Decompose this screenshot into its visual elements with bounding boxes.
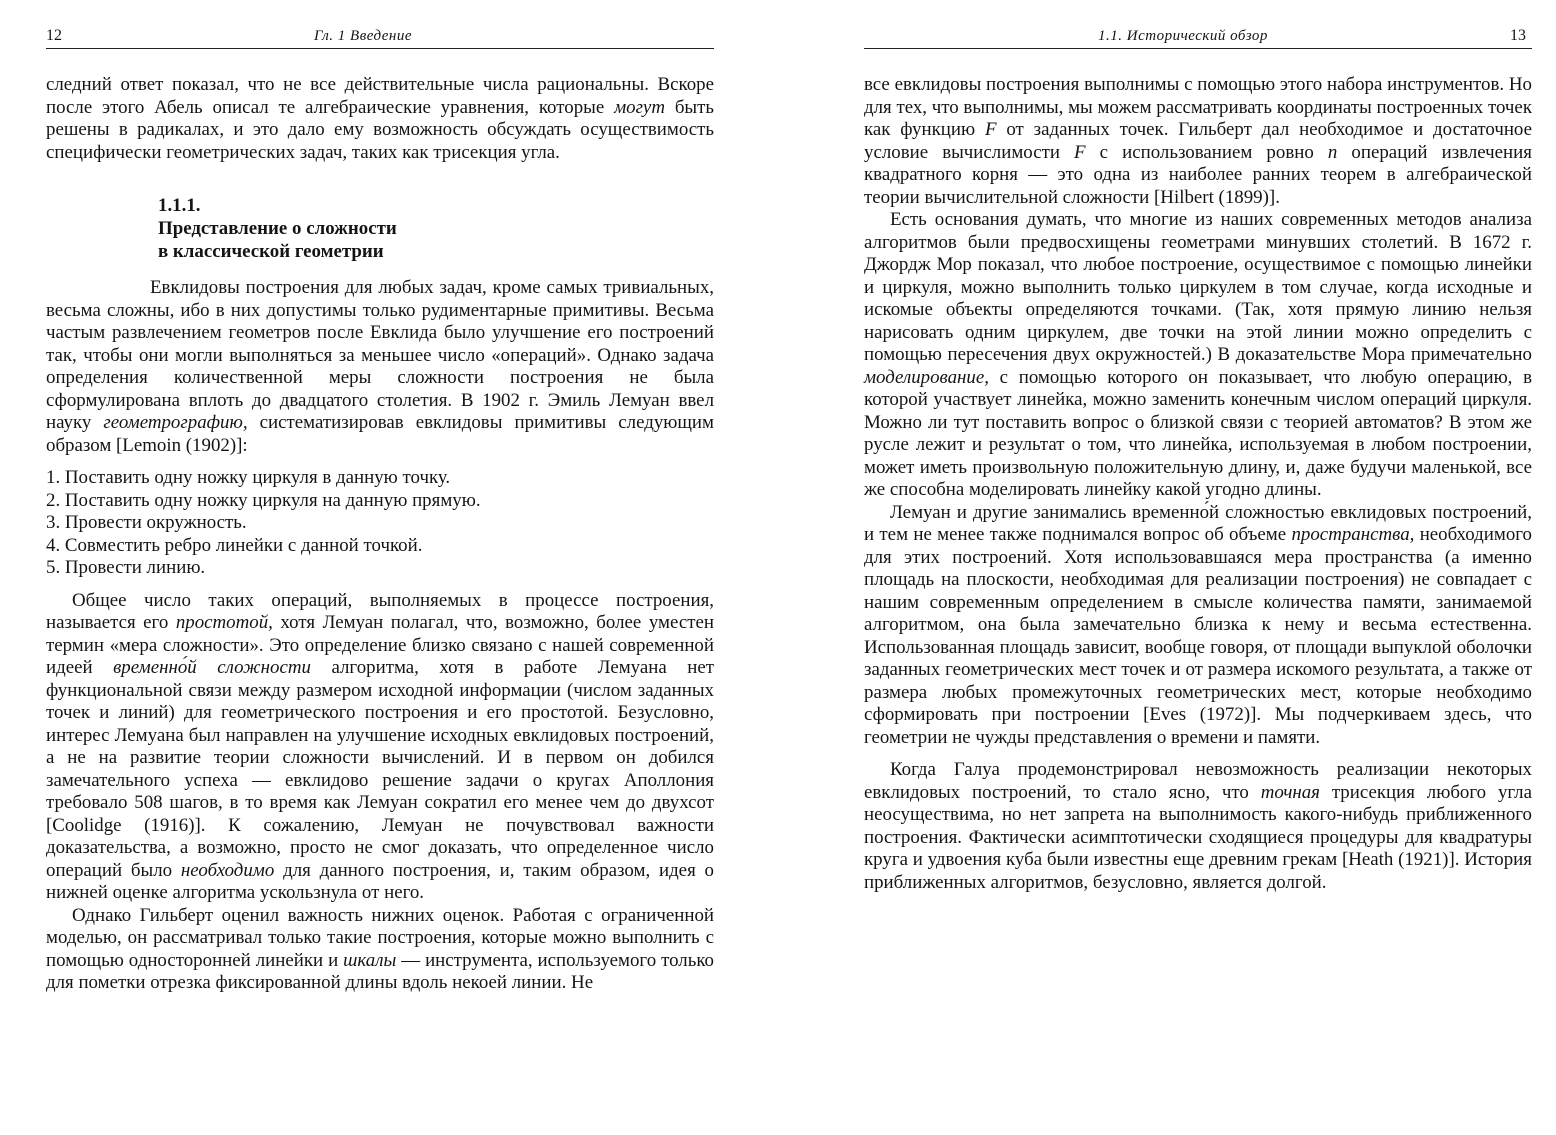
- header-rule: [46, 48, 714, 49]
- paragraph: все евклидовы построения выполнимы с помощью этого набора инструментов. Но для тех, что выполнимы, мы можем рассматривать координаты построенных точек как функцию F от заданных точек. Гильберт дал необходимое и достаточное условие вычислимости F с использованием ровно n операций извлечения квадратного корня — это одна из наиболее ранних теорем в алгебраической теории вычислительной сложности [Hilbert (1899)].: [864, 74, 1532, 208]
- list-item: 5. Провести линию.: [46, 557, 206, 578]
- paragraph: Однако Гильберт оценил важность нижних оценок. Работая с ограниченной моделью, он рассматривал только такие построения, которые можно выполнить с помощью односторонней линейки и шкалы — инструмента, используемого только для пометки отрезка фиксированной длины вдоль некоей линии. Не: [46, 904, 714, 993]
- list-item: 1. Поставить одну ножку циркуля в данную точку.: [46, 467, 451, 488]
- list-item: 4. Совместить ребро линейки с данной точкой.: [46, 534, 423, 556]
- right-page: [778, 0, 1556, 1135]
- section-title-line2: в классической геометрии: [158, 241, 384, 262]
- section-title-line1: Представление о сложности: [158, 218, 397, 239]
- paragraph: Когда Галуа продемонстрировал невозможность реализации некоторых евклидовых построений, то стало ясно, что точная трисекция любого угла неосуществима, но нет запрета на выполнимость какого-нибудь приближенного построения. Фактически асимптотически сходящиеся процедуры для квадратуры круга и удвоения куба были известны еще древним грекам [Heath (1921)]. История приближенных алгоритмов, безусловно, является долгой.: [864, 759, 1532, 893]
- right-page-body: [864, 74, 1532, 894]
- paragraph: Общее число таких операций, выполняемых в процессе построения, называется его простотой, хотя Лемуан полагал, что, возможно, более уместен термин «мера сложности». Это определение близко связано с нашей современной идеей временно́й сложности алгоритма, хотя в работе Лемуана нет функциональной связи между размером исходной информации (числом заданных точек и линий) для геометрического построения и его простотой. Безусловно, интерес Лемуана был направлен на улучшение исходных евклидовых построений, а не на развитие теории сложности вычислений. И в первом он добился замечательного успеха — евклидово решение задачи о кругах Аполлония требовало 508 шагов, в то время как Лемуан сократил его менее чем до двухсот [Coolidge (1916)]. К сожалению, Лемуан не почувствовал важности доказательства, а возможно, просто не смог доказать, что определенное число операций было необходимо для данного построения, и, таким образом, идея о нижней оценке алгоритма ускользнула от него.: [46, 589, 715, 903]
- left-page-header: [0, 26, 778, 48]
- paragraph: Евклидовы построения для любых задач, кроме самых тривиальных, весьма сложны, ибо в них допустимы только рудиментарные примитивы. Весьма частым развлечением геометров после Евклида было улучшение его построений так, чтобы они могли выполняться за меньшее число «операций». Однако задача определения количественной меры сложности построения не была сформулирована вплоть до двадцатого столетия. В 1902 г. Эмиль Лемуан ввел науку геометрографию, систематизировав евклидовы примитивы следующим образом [Lemoin (1902)]:: [46, 277, 714, 456]
- running-title: Гл. 1 Введение: [314, 28, 413, 44]
- header-rule: [864, 48, 1532, 49]
- section-number: 1.1.1.: [158, 195, 201, 216]
- page-number: 13: [1510, 27, 1526, 44]
- page-number: 12: [46, 27, 62, 44]
- list-item: 2. Поставить одну ножку циркуля на данную прямую.: [46, 489, 481, 511]
- left-page-body: [46, 74, 714, 995]
- list-item: 3. Провести окружность.: [46, 512, 247, 533]
- numbered-list: [46, 467, 714, 580]
- paragraph: Есть основания думать, что многие из наших современных методов анализа алгоритмов были предвосхищены геометрами минувших столетий. В 1672 г. Джордж Мор показал, что любое построение, осуществимое с помощью линейки и циркуля, можно выполнить только циркулем в том случае, когда исходные и искомые объекты определяются точками. (Так, хотя прямую линию нельзя нарисовать одним циркулем, две точки на этой линии можно определить с помощью пересечения двух окружностей.) В доказательстве Мора примечательно моделирование, с помощью которого он показывает, что любую операцию, в которой участвует линейка, можно заменить конечным числом операций циркуля. Можно ли тут поставить вопрос о близкой связи с теорией автоматов? В этом же русле лежит и результат о том, что линейка, используемая в любом построении, может иметь произвольную положительную длину, и, даже будучи маленькой, все же способна моделировать линейку какой угодно длины.: [864, 209, 1533, 500]
- right-page-header: [778, 26, 1556, 48]
- section-heading: [158, 194, 714, 263]
- running-title: 1.1. Исторический обзор: [1098, 28, 1268, 44]
- paragraph: следний ответ показал, что не все действительные числа рациональны. Вскоре после этого Абель описал те алгебраические уравнения, которые могут быть решены в радикалах, и это дало ему возможность обсуждать осуществимость специфически геометрических задач, таких как трисекция угла.: [46, 74, 714, 163]
- paragraph: Лемуан и другие занимались временно́й сложностью евклидовых построений, и тем не менее также поднимался вопрос об объеме пространства, необходимого для этих построений. Хотя использовавшаяся мера пространства (а именно площадь на плоскости, необходимая для реализации построения) не совпадает с нашим современным определением в смысле количества памяти, занимаемой алгоритмом, она была замечательно близка к нему и весьма естественна. Использованная площадь зависит, вообще говоря, от площади выпуклой оболочки заданных геометрических мест точек и от размера искомого результата, а также от размера любых промежуточных геометрических мест, которые необходимо сформировать при построении [Eves (1972)]. Мы подчеркиваем здесь, что геометрии не чужды представления о времени и памяти.: [864, 501, 1532, 748]
